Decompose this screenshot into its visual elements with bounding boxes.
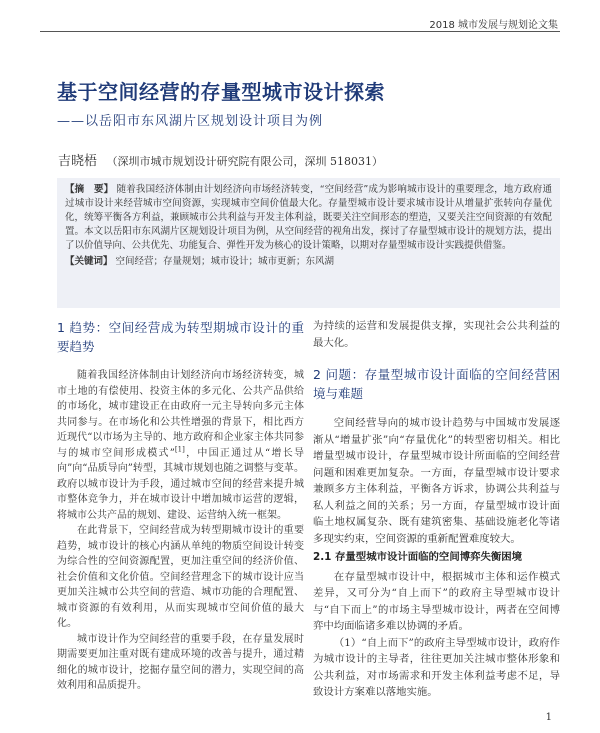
abstract-label: 【摘 要】: [65, 184, 114, 195]
left-paragraph-1: [57, 368, 304, 523]
author-line: [58, 150, 383, 169]
abstract-paragraph: [65, 183, 552, 253]
section-2-1-heading: 2.1 存量型城市设计面临的空间博弈失衡困境: [313, 551, 523, 563]
right-paragraph-2: 在存量型城市设计中，根据城市主体和运作模式差异，又可分为“自上而下”的政府主导型城市设计与“自下而上”的市场主导型城市设计，两者在空间博弈中均面临诸多难以协调的矛盾。: [313, 570, 560, 632]
right-paragraph-1: 空间经营导向的城市设计趋势与中国城市发展逐渐从“增量扩张”向“存量优化”的转型密切相关。相比增量型城市设计，存量型城市设计所面临的空间经营问题和困难更加复杂。一方面，存量型城市设计要求兼顾多方主体利益，平衡各方诉求，协调公共利益与私人利益之间的关系；另一方面，存量型城市设计面临土地权属复杂、既有建筑密集、基础设施老化等诸多现实约束，空间资源的重新配置难度较大。: [313, 417, 560, 545]
header-rule: [40, 31, 560, 32]
keywords-paragraph: [65, 255, 552, 269]
right-column: [313, 318, 560, 701]
right-intro: 为持续的运营和发展提供支撑，实现社会公共利益的最大化。: [313, 320, 560, 349]
left-paragraph-1-text: 随着我国经济体制由计划经济向市场经济转变，城市土地的有偿使用、投资主体的多元化、公共产品供给的市场化，城市建设正在由政府一元主导转向多元主体共同参与。在市场化和公共性增强的背景下，相比西方近现代“以市场为主导的、地方政府和企业家主体共同参与的城市空间形成模式”: [57, 370, 304, 459]
abstract-box: [57, 178, 560, 308]
section-1-heading: 1 趋势：空间经营成为转型期城市设计的重要趋势: [57, 320, 304, 354]
running-head: 2018 城市发展与规划论文集: [429, 20, 558, 31]
keywords-label: 【关键词】: [65, 256, 113, 267]
keywords-text: 空间经营；存量规划；城市设计；城市更新；东风湖: [115, 256, 335, 267]
left-column: [57, 318, 304, 694]
left-paragraph-2: 在此背景下，空间经营成为转型期城市设计的重要趋势，城市设计的核心内涵从单纯的物质空间设计转变为综合性的空间资源配置，更加注重空间的经济价值、社会价值和文化价值。空间经营理念下的城市设计应当更加关注城市公共空间的营造、城市功能的合理配置、城市资源的有效利用，从而实现城市空间价值的最大化。: [57, 525, 304, 629]
page-number: 1: [545, 712, 552, 723]
right-paragraph-3: （1）“自上而下”的政府主导型城市设计，政府作为城市设计的主导者，往往更加关注城市整体形象和公共利益，对市场需求和开发主体利益考虑不足，导致设计方案难以落地实施。: [313, 636, 560, 698]
citation-1: [1]: [174, 445, 185, 454]
abstract-text: 随着我国经济体制由计划经济向市场经济转变，“空间经营”成为影响城市设计的重要理念，地方政府通过城市设计来经营城市空间资源，实现城市空间价值最大化。存量型城市设计要求城市设计从增量扩张转向存量优化，统筹平衡各方利益，兼顾城市公共利益与开发主体利益，既要关注空间形态的塑造，又要关注空间资源的有效配置。本文以岳阳市东风湖片区规划设计项目为例，从空间经营的视角出发，探讨了存量型城市设计的规划方法，提出了以价值导向、公共优先、功能复合、弹性开发为核心的设计策略，以期对存量型城市设计实践提供借鉴。: [65, 184, 552, 251]
left-paragraph-1-cont: ，中国正通过从“增长导向”向“品质导向”转型，其城市规划也随之调整与变革。政府以城市设计为手段，通过城市空间的经营来提升城市整体竞争力，并在城市设计中增加城市运营的逻辑，将城市公共产品的规划、建设、运营纳入统一框架。: [57, 447, 304, 521]
article-title: 基于空间经营的存量型城市设计探索: [57, 80, 385, 104]
article-subtitle: ——以岳阳市东风湖片区规划设计项目为例: [57, 114, 324, 129]
left-paragraph-3: 城市设计作为空间经营的重要手段，在存量发展时期需要更加注重对既有建成环境的改善与提升，通过精细化的城市设计，挖掘存量空间的潜力，实现空间的高效利用和品质提升。: [57, 633, 304, 691]
section-2-heading: 2 问题：存量型城市设计面临的空间经营困境与难题: [313, 367, 560, 401]
author-affiliation: （深圳市城市规划设计研究院有限公司，深圳 518031）: [106, 155, 384, 168]
author-name: 吉晓梧: [58, 154, 98, 169]
